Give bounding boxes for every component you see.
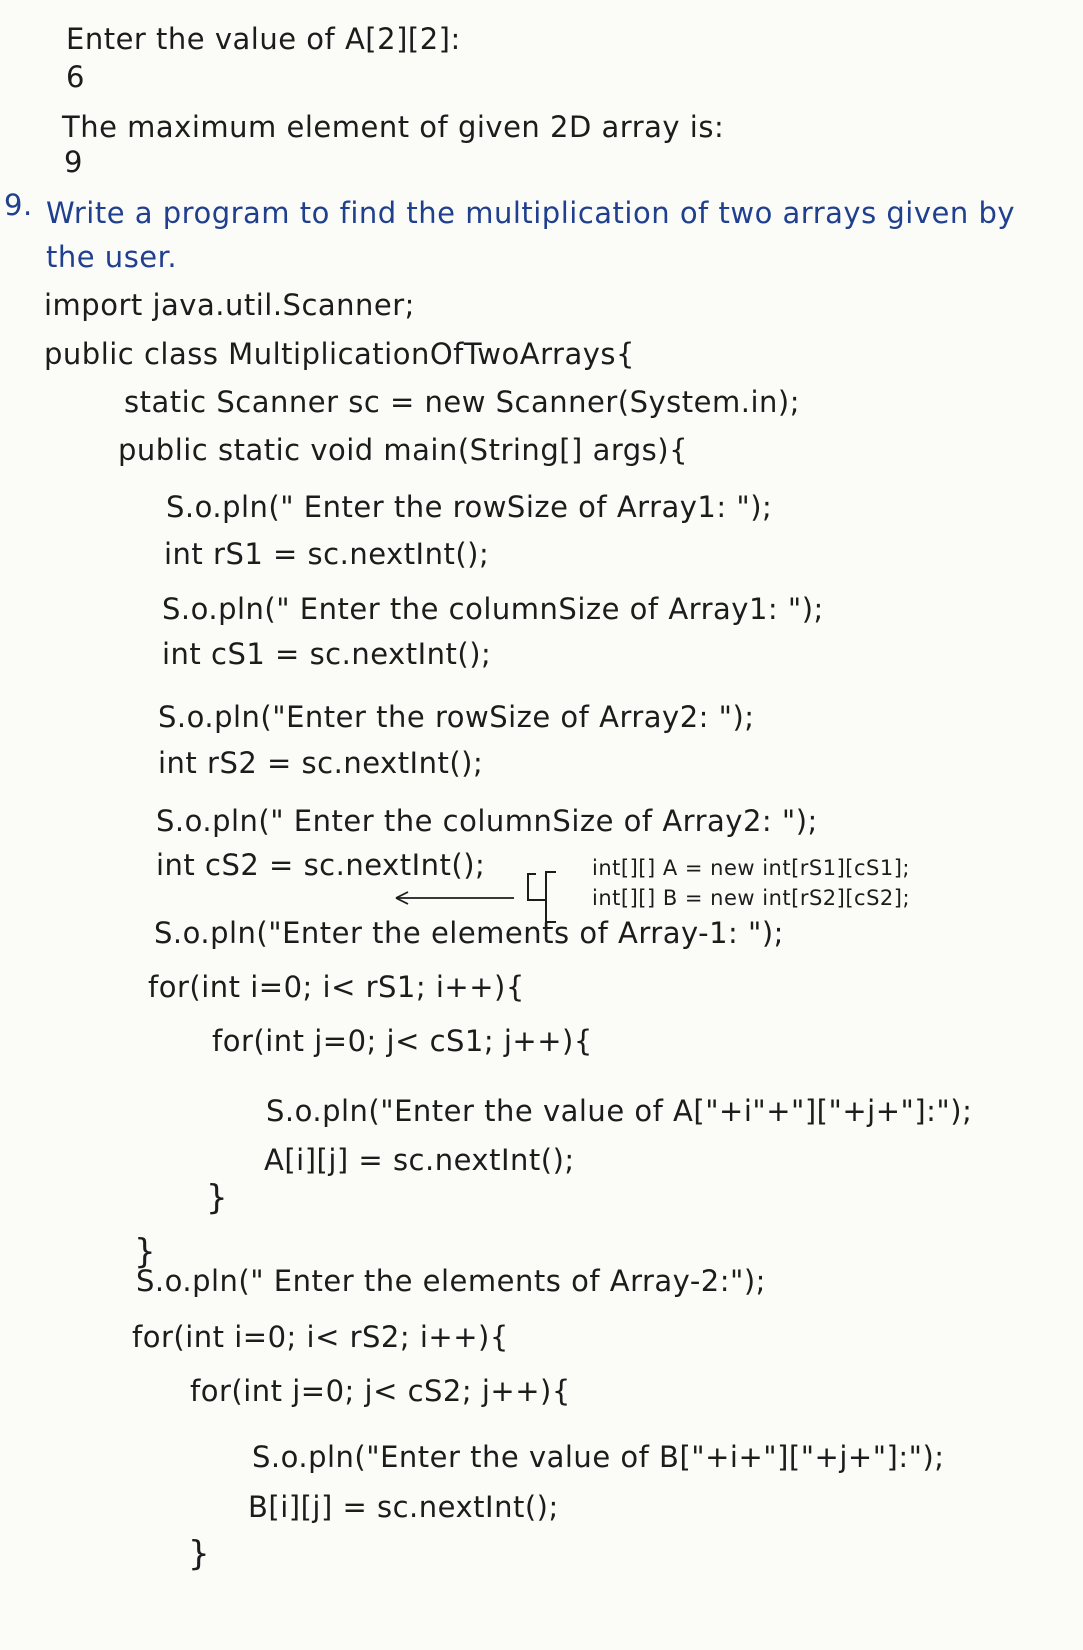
code-line: int rS2 = sc.nextInt(); <box>158 746 484 780</box>
code-outer-for-a: for(int i=0; i< rS1; i++){ <box>148 970 525 1004</box>
code-line: int cS1 = sc.nextInt(); <box>162 637 492 671</box>
code-closing-brace: } <box>206 1178 229 1218</box>
question-number: 9. <box>4 188 33 222</box>
code-outer-for-b: for(int i=0; i< rS2; i++){ <box>132 1320 509 1354</box>
code-import-line: import java.util.Scanner; <box>44 288 415 322</box>
code-line: S.o.pln("Enter the value of B["+i+"]["+j+"]:"); <box>252 1440 945 1474</box>
code-line: int rS1 = sc.nextInt(); <box>164 537 490 571</box>
code-line: S.o.pln("Enter the rowSize of Array2: "); <box>158 700 755 734</box>
code-line: S.o.pln(" Enter the elements of Array-2:"); <box>136 1264 766 1298</box>
output-result-label: The maximum element of given 2D array is: <box>62 110 725 144</box>
code-closing-brace: } <box>134 1232 157 1272</box>
code-line: S.o.pln(" Enter the columnSize of Array2: "); <box>156 804 818 838</box>
code-line: S.o.pln(" Enter the rowSize of Array1: "); <box>166 490 773 524</box>
code-line: B[i][j] = sc.nextInt(); <box>248 1490 559 1524</box>
output-result-value: 9 <box>64 145 83 179</box>
output-input-value: 6 <box>66 60 85 94</box>
code-line: S.o.pln("Enter the elements of Array-1: "); <box>154 916 784 950</box>
question-text-line2: the user. <box>46 240 178 274</box>
question-text-line1: Write a program to find the multiplication of two arrays given by <box>46 196 1016 230</box>
code-line: S.o.pln("Enter the value of A["+i"+"]["+j+"]:"); <box>266 1094 973 1128</box>
code-inner-for-a: for(int j=0; j< cS1; j++){ <box>212 1024 593 1058</box>
code-closing-brace: } <box>188 1534 211 1574</box>
annotation-array-b-declaration: int[][] B = new int[rS2][cS2]; <box>592 886 911 910</box>
annotation-array-a-declaration: int[][] A = new int[rS1][cS1]; <box>592 856 911 880</box>
code-scanner-field: static Scanner sc = new Scanner(System.in); <box>124 385 800 419</box>
code-main-method: public static void main(String[] args){ <box>118 433 689 467</box>
code-inner-for-b: for(int j=0; j< cS2; j++){ <box>190 1374 571 1408</box>
output-prompt-line: Enter the value of A[2][2]: <box>66 22 461 56</box>
code-line: S.o.pln(" Enter the columnSize of Array1: "); <box>162 592 824 626</box>
code-class-declaration: public class MultiplicationOfTwoArrays{ <box>44 337 635 371</box>
code-line: int cS2 = sc.nextInt(); <box>156 848 486 882</box>
code-line: A[i][j] = sc.nextInt(); <box>264 1143 575 1177</box>
